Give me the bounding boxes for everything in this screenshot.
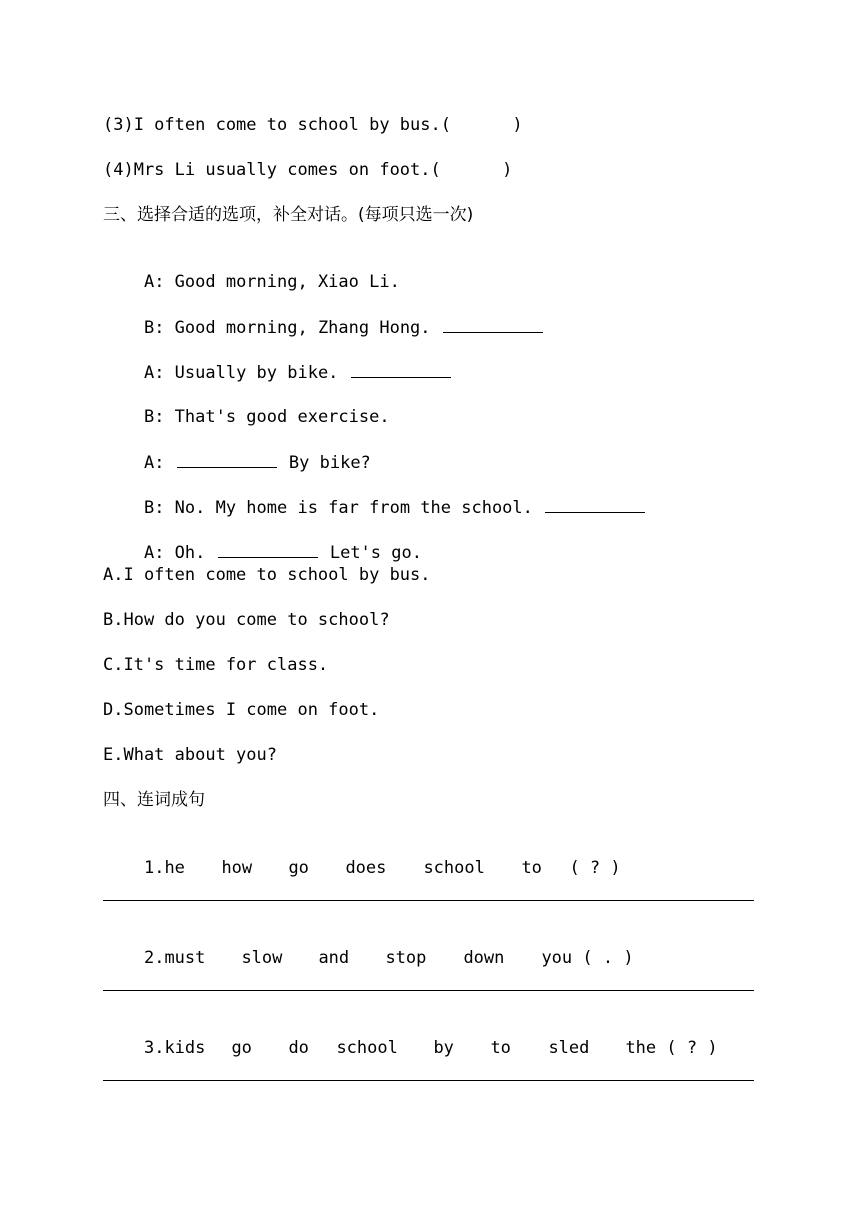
dialogue-line-5-post: By bike? [278, 453, 371, 473]
word: must [164, 948, 206, 968]
word: the ( ? ) [625, 1038, 718, 1058]
option-e: E.What about you? [103, 745, 277, 765]
dialogue-line-1-text: A: Good morning, Xiao Li. [143, 272, 400, 292]
word: kids [164, 1038, 206, 1058]
dialogue-line-6-text: B: No. My home is far from the school. [143, 498, 544, 518]
word: do [288, 1038, 309, 1058]
reorder-item-3 [103, 1015, 718, 1081]
word: stop [385, 948, 427, 968]
word: school [423, 858, 485, 878]
section3-heading: 三、选择合适的选项，补全对话。(每项只选一次) [103, 205, 474, 225]
dialogue-line-4-text: B: That's good exercise. [143, 407, 390, 427]
section4-heading: 四、连词成句 [103, 790, 205, 810]
answer-line-3[interactable] [103, 1080, 754, 1081]
dialogue-line-5-pre: A: [143, 453, 175, 473]
reorder-item-3-number: 3. [143, 1038, 165, 1058]
word: sled [548, 1038, 590, 1058]
word: slow [241, 948, 283, 968]
reorder-item-1 [103, 835, 621, 901]
answer-blank-5[interactable] [218, 541, 318, 558]
word: you ( . ) [541, 948, 634, 968]
word: school [336, 1038, 398, 1058]
option-a: A.I often come to school by bus. [103, 565, 431, 585]
word: by [433, 1038, 454, 1058]
answer-blank-4[interactable] [545, 496, 645, 513]
dialogue-line-7-post: Let's go. [319, 543, 422, 563]
section2-item-4: (4)Mrs Li usually comes on foot.( ) [103, 160, 513, 180]
option-b: B.How do you come to school? [103, 610, 390, 630]
dialogue-line-7-pre: A: Oh. [143, 543, 216, 563]
answer-line-2[interactable] [103, 990, 754, 991]
word: and [318, 948, 350, 968]
word: to [521, 858, 542, 878]
word: go [231, 1038, 252, 1058]
answer-blank-3[interactable] [177, 451, 277, 468]
reorder-item-1-number: 1. [143, 858, 165, 878]
section2-item-3: (3)I often come to school by bus.( ) [103, 115, 523, 135]
word: ( ? ) [569, 858, 621, 878]
reorder-item-2 [103, 925, 634, 991]
dialogue-line-3-text: A: Usually by bike. [143, 363, 349, 383]
word: how [221, 858, 253, 878]
word: does [345, 858, 387, 878]
word: he [164, 858, 185, 878]
option-d: D.Sometimes I come on foot. [103, 700, 380, 720]
word: to [490, 1038, 511, 1058]
answer-line-1[interactable] [103, 900, 754, 901]
word: go [288, 858, 309, 878]
answer-blank-2[interactable] [351, 361, 451, 378]
dialogue-line-2-text: B: Good morning, Zhang Hong. [143, 318, 441, 338]
answer-blank-1[interactable] [443, 316, 543, 333]
option-c: C.It's time for class. [103, 655, 329, 675]
word: down [463, 948, 505, 968]
reorder-item-2-number: 2. [143, 948, 165, 968]
